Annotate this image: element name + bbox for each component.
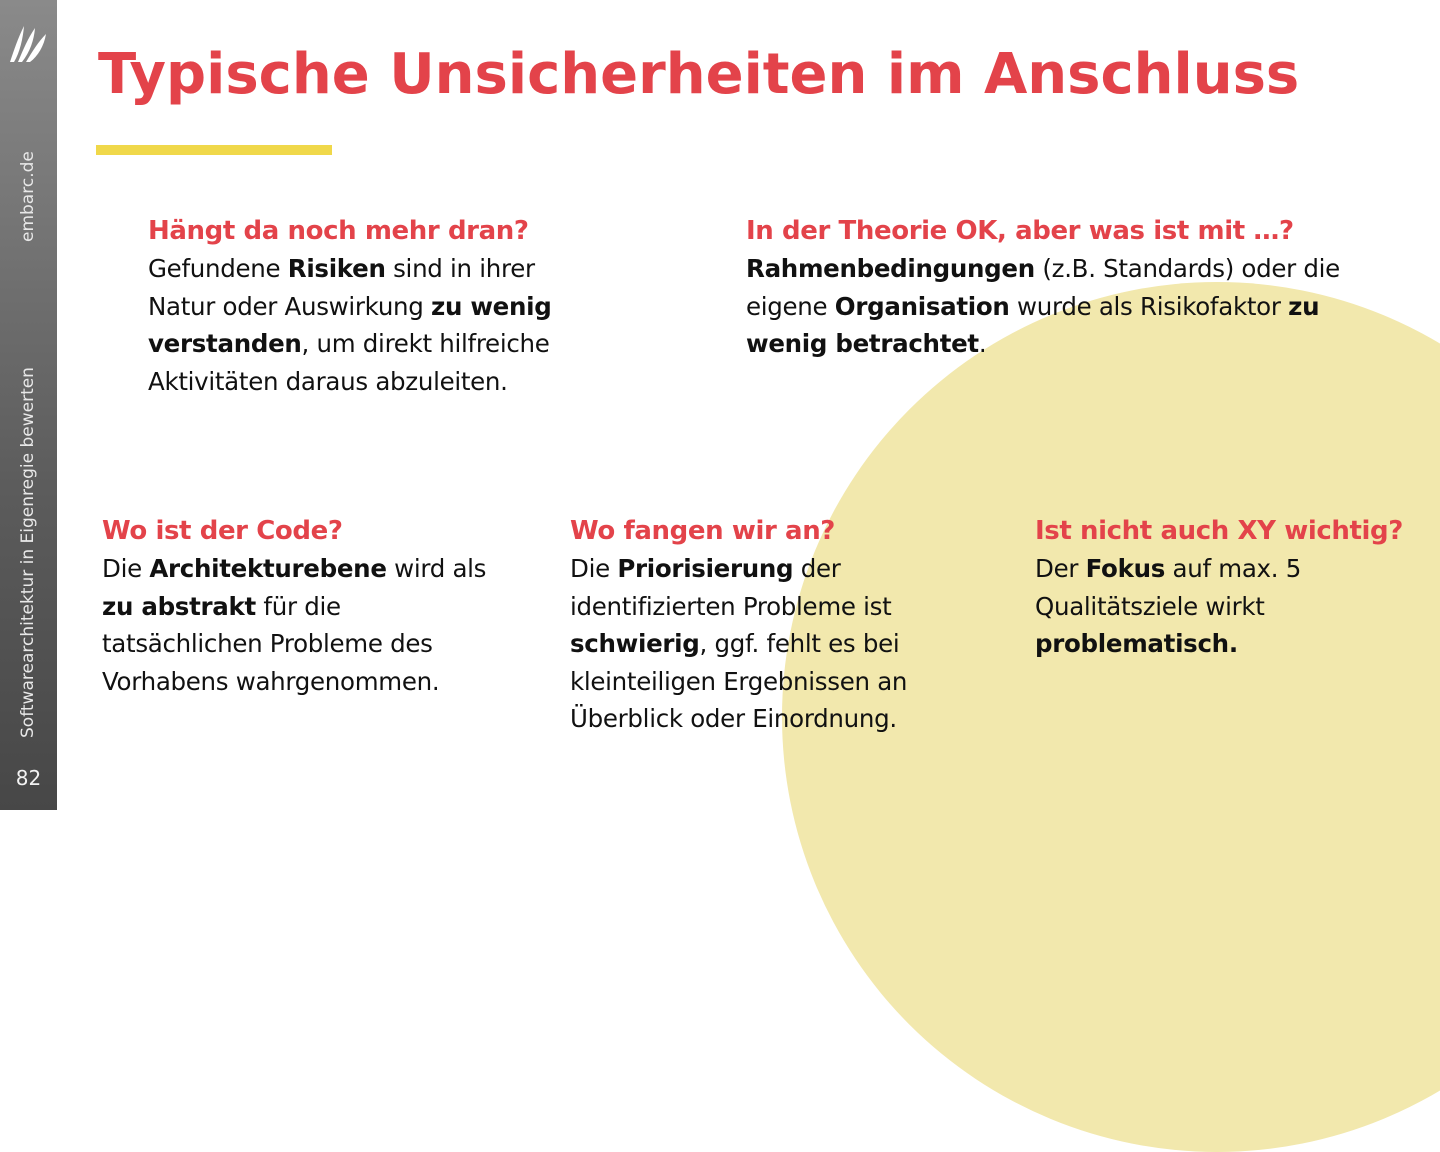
text-run: sind in ihrer Natur oder Auswirkung [148,254,535,321]
text-run: Gefundene [148,254,288,283]
card-start [570,516,990,738]
bold-text: Architekturebene [149,554,387,583]
text-run: für die tatsächlichen Probleme des Vorhabens wahrgenommen. [102,591,440,696]
bold-text: zu wenig betrachtet [746,291,1320,358]
card-heading: In der Theorie OK, aber was ist mit …? [746,216,1294,246]
text-run: Die [102,554,150,583]
card-risks [148,216,608,400]
bold-text: Organisation [834,291,1010,321]
card-body [148,250,608,400]
bold-text: Rahmenbedingungen [746,254,1035,283]
text-run: Der [1035,554,1086,583]
card-heading: Hängt da noch mehr dran? [148,216,529,246]
bold-text: Priorisierung [617,554,794,583]
card-body [570,550,990,738]
text-run: , ggf. fehlt es bei kleinteiligen Ergebnissen an Überblick oder Einordnung. [570,629,908,733]
sidebar-subtitle: Softwarearchitektur in Eigenregie bewerten [18,367,38,738]
card-body [1035,550,1435,663]
sail-logo-icon [8,22,48,64]
card-heading: Wo ist der Code? [102,516,343,546]
slide-title: Typische Unsicherheiten im Anschluss [98,42,1300,107]
sidebar-domain: embarc.de [18,151,38,242]
text-run: . [978,329,987,358]
text-run: auf max. 5 Qualitätsziele wirkt [1035,554,1301,621]
title-underline [96,145,332,155]
text-run: der identifizierten Probleme ist [570,554,892,621]
bold-text: Fokus [1085,554,1166,583]
sidebar [0,0,57,810]
card-body [746,250,1406,363]
bold-text: zu abstrakt [102,591,256,621]
card-body [102,550,502,700]
page-number: 82 [15,766,42,790]
card-code [102,516,502,700]
bold-text: schwierig [570,629,700,658]
text-run: (z.B. Standards) oder die eigene [746,254,1340,321]
card-constraints [746,216,1406,363]
text-run: , um direkt hilfreiche Aktivitäten daraus abzuleiten. [148,329,550,396]
card-heading: Wo fangen wir an? [570,516,835,546]
card-heading: Ist nicht auch XY wichtig? [1035,516,1403,546]
text-run: wird als [386,554,487,583]
card-focus [1035,516,1435,663]
bold-text: zu wenig verstanden [148,291,552,358]
text-run: Die [570,554,618,583]
bold-text: problematisch. [1035,629,1238,658]
text-run: wurde als Risikofaktor [1009,291,1289,321]
bold-text: Risiken [287,254,386,283]
